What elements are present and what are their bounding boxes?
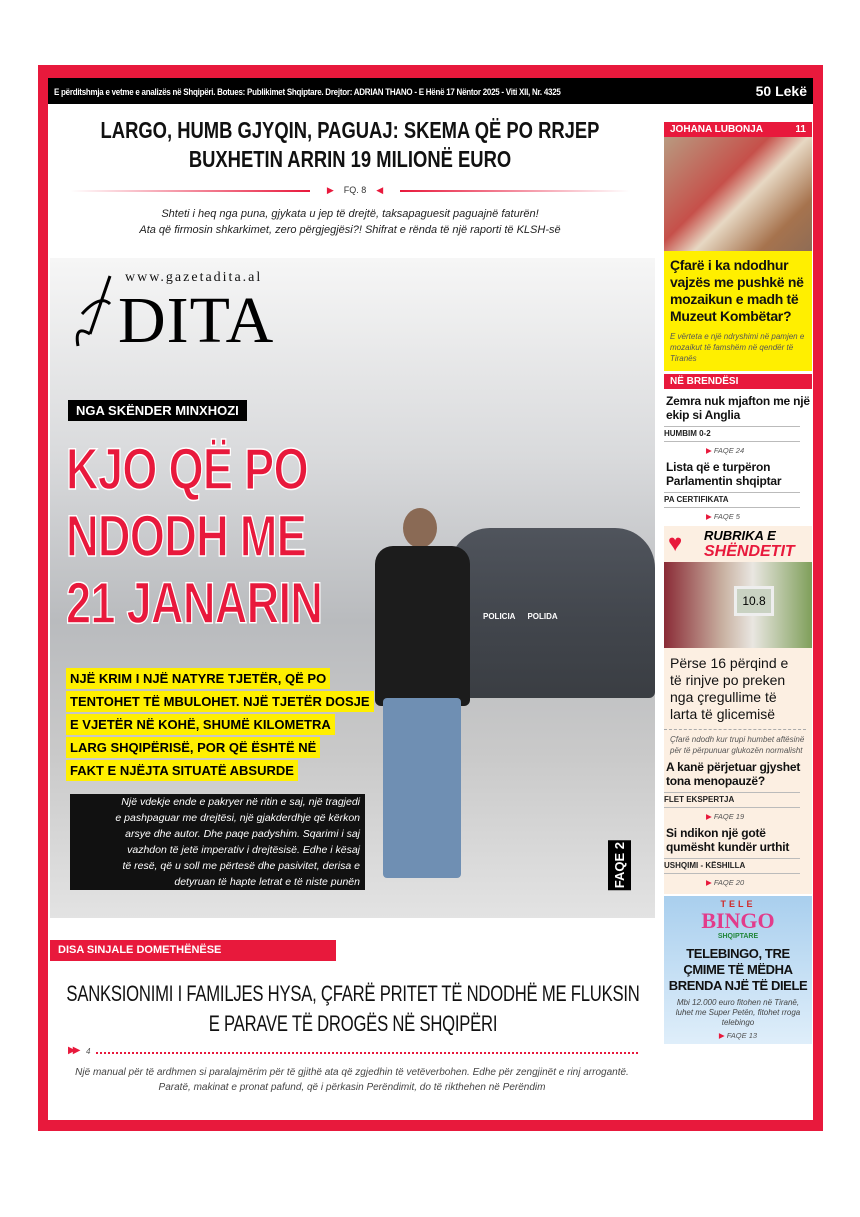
highlight-line: NJË KRIM I NJË NATYRE TJETËR, QË PO: [66, 668, 330, 689]
mosaic-image: [664, 137, 812, 251]
item-title: Zemra nuk mjafton me një ekip si Anglia: [666, 394, 810, 422]
highlight-line: E VJETËR NË KOHË, SHUMË KILOMETRA: [66, 714, 335, 735]
list-item[interactable]: [664, 826, 812, 887]
highlight-line: LARG SHQIPËRISË, POR QË ËSHTË NË: [66, 737, 320, 758]
divider: [400, 190, 630, 192]
item-title: Si ndikon një gotë qumësht kundër urthit: [666, 826, 790, 854]
masthead-info: E përditshmja e vetme e analizës në Shqipëri. Botues: Publikimet Shqiptare. Drejtor: ADRIAN THANO - E Hënë 17 Nëntor 2025 - Viti XII, Nr. 4325: [54, 87, 561, 98]
bottom-section-label: DISA SINJALE DOMETHËNËSE: [50, 940, 336, 961]
health-label: RUBRIKA E: [704, 528, 776, 543]
bingo-desc: Mbi 12.000 euro fitohen në Tiranë, luhet me Super Petën, fitohet rroga telebingo: [675, 998, 801, 1027]
excerpt-line: e pashpaguar me drejtësi, një gjakderdhje që kërkon: [70, 810, 365, 826]
cover-highlights: [66, 668, 426, 783]
item-page: ▶ FAQE 19: [664, 812, 812, 821]
health-title[interactable]: Përse 16 përqind e të rinjve po preken nga çregullime të larta të glicemisë: [664, 648, 806, 730]
right-column: [664, 122, 812, 1044]
health-desc: Çfarë ndodh kur trupi humbet aftësinë për të përpunuar glukozën normalisht: [670, 735, 805, 755]
bingo-logo-sub: SHQIPTARE: [717, 933, 759, 940]
dotted-divider: [96, 1052, 638, 1054]
item-page: ▶ FAQE 24: [664, 446, 812, 455]
divider: [70, 190, 310, 192]
photo-text: POLIDA: [527, 612, 558, 621]
photo-police-text: [483, 612, 558, 621]
highlight-line: FAKT E NJËJTA SITUATË ABSURDE: [66, 760, 298, 781]
highlight-line: TENTOHET TË MBULOHET. NJË TJETËR DOSJE: [66, 691, 374, 712]
health-section: [664, 526, 812, 894]
bingo-page: ▶ FAQE 13: [664, 1031, 812, 1040]
item-tag: FLET EKSPERTJA: [664, 792, 800, 808]
masthead-info-wrap: [54, 82, 748, 100]
lead-subtitle: [50, 206, 650, 238]
health-label: SHËNDETIT: [704, 543, 795, 560]
column-author: JOHANA LUBONJA: [670, 124, 763, 135]
glucose-meter-image: [664, 562, 812, 648]
cover-headline[interactable]: [66, 436, 322, 637]
bottom-page-ref: [68, 1047, 638, 1057]
column-desc: E vërteta e një ndryshimi në pamjen e mozaikut të famshëm në qendër të Tiranës: [670, 332, 805, 363]
price: 50 Lekë: [755, 83, 807, 99]
lead-page-ref: [70, 184, 630, 198]
excerpt-line: detyruan të hapte letrat e të niste punën: [70, 874, 365, 890]
headline-line: 21 JANARIN: [66, 571, 323, 636]
bingo-logo: BINGO: [701, 908, 775, 933]
excerpt-line: arsye dhe autor. Dhe paqe padyshim. Sqarimi i saj: [70, 826, 365, 842]
column-page: 11: [795, 124, 806, 135]
excerpt-line: vazhdon të jetë imperativ i drejtësisë. Edhe i kësaj: [70, 842, 365, 858]
photo-text: POLICIA: [483, 612, 516, 621]
masthead-bar: [48, 78, 813, 104]
lead-sub-line: Shteti i heq nga puna, gjykata u jep të drejtë, taksapaguesit paguajnë faturën!: [161, 208, 539, 220]
cover-excerpt: [70, 794, 365, 890]
bottom-page: 4: [86, 1047, 91, 1056]
column-header: [664, 122, 812, 137]
list-item[interactable]: [664, 460, 812, 521]
bottom-desc: Një manual për të ardhmen si paralajmërim për të gjithë ata që zgjedhin të vetëverbohen. Edhe për zengjinët e rinj arrogantë. Paratë, makinat e pronat pafund, që i përkasin Perëndimit, do të rikthehen në Perëndim: [75, 1067, 629, 1093]
list-item[interactable]: [664, 394, 812, 455]
item-tag: HUMBIM 0-2: [664, 426, 800, 442]
item-page: ▶ FAQE 5: [664, 512, 812, 521]
double-arrow-icon: ▶▶: [68, 1045, 78, 1056]
cover-page-ref: FAQE 2: [608, 840, 631, 890]
excerpt-line: Një vdekje ende e pakryer në ritin e saj, një tragjedi: [70, 794, 365, 810]
logo-url: www.gazetadita.al: [125, 270, 263, 285]
inside-section: [664, 374, 812, 521]
item-page: ▶ FAQE 20: [664, 878, 812, 887]
item-tag: PA CERTIFIKATA: [664, 492, 800, 508]
bingo-title: TELEBINGO, TRE ÇMIME TË MËDHA BRENDA NJË TË DIELE: [668, 946, 808, 993]
headline-line: NDODH ME: [66, 504, 307, 569]
item-title: Lista që e turpëron Parlamentin shqiptar: [666, 460, 782, 488]
item-title: A kanë përjetuar gjyshet tona menopauzë?: [666, 760, 801, 788]
column-box[interactable]: [664, 122, 812, 371]
telebingo-ad[interactable]: [664, 896, 812, 1044]
bottom-story: [50, 940, 655, 1095]
inside-header: NË BRENDËSI: [664, 374, 812, 389]
excerpt-line: të resë, që u soll me përtesë dhe pasivitet, derisa e: [70, 858, 365, 874]
headline-line: KJO QË PO: [66, 437, 308, 502]
lead-block: [50, 116, 650, 238]
column-teaser: [664, 251, 812, 371]
sword-icon: [70, 274, 120, 350]
dita-logo: [70, 270, 340, 357]
lead-sub-line: Ata që firmosin shkarkimet, zero përgjegjësi?! Shifrat e rënda të një raporti të KLSH-së: [139, 224, 561, 236]
health-header: [664, 526, 812, 562]
lead-headline[interactable]: LARGO, HUMB GJYQIN, PAGUAJ: SKEMA QË PO RRJEP BUXHETIN ARRIN 19 MILIONË EURO: [100, 117, 600, 172]
byline: NGA SKËNDER MINXHOZI: [68, 400, 247, 421]
bingo-logo-tele: TELE: [720, 899, 756, 909]
lead-page: ▶ FQ. 8 ◀: [313, 185, 397, 196]
item-tag: USHQIMI - KËSHILLA: [664, 858, 800, 874]
bottom-headline[interactable]: SANKSIONIMI I FAMILJES HYSA, ÇFARË PRITET TË NDODHË ME FLUKSIN E PARAVE TË DROGËS NË SHQIPËRI: [66, 981, 640, 1036]
meter-reading: 10.8: [734, 586, 774, 616]
logo-name: DITA: [118, 284, 275, 357]
list-item[interactable]: [664, 760, 812, 821]
column-title: Çfarë i ka ndodhur vajzës me pushkë në mozaikun e madh të Muzeut Kombëtar?: [670, 257, 804, 324]
heart-cross-icon: ♥: [668, 530, 683, 557]
